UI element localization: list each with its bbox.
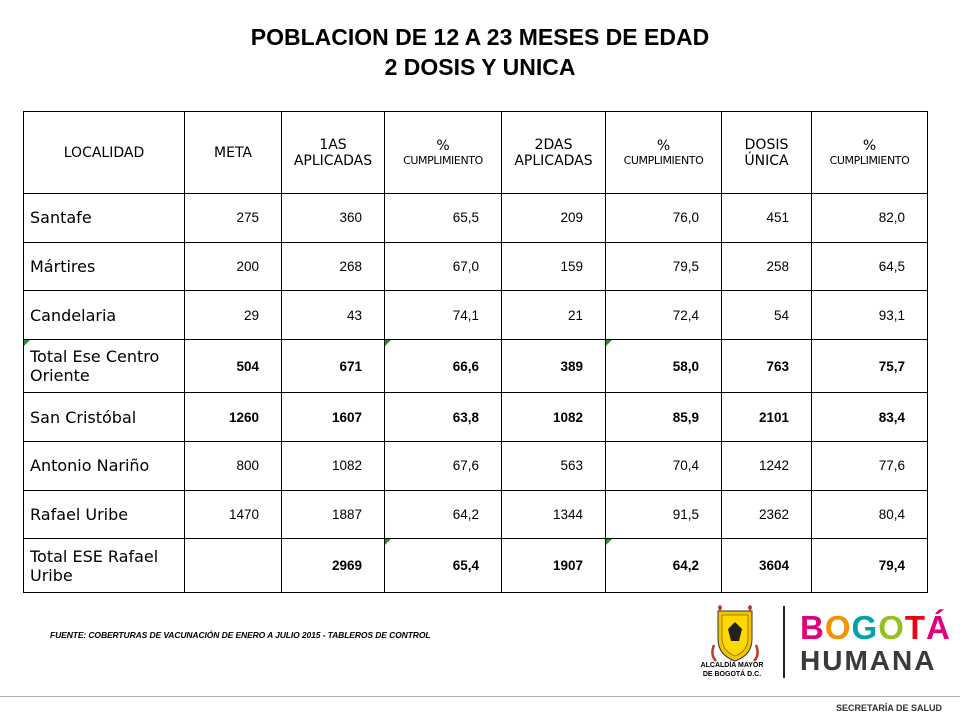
cell-aplicadas-1: 43 [282, 291, 385, 340]
cell-meta: 1260 [185, 393, 282, 442]
footer-divider [0, 696, 960, 697]
cell-pct-1: 65,5 [385, 194, 502, 243]
title-line-1: POBLACION DE 12 A 23 MESES DE EDAD [250, 24, 710, 50]
cell-aplicadas-2: 563 [502, 442, 606, 491]
table-row [24, 442, 928, 491]
header-dosis-unica: DOSIS ÚNICA [722, 112, 812, 194]
cell-pct-1: 67,6 [385, 442, 502, 491]
cell-meta: 504 [185, 339, 282, 393]
cell-aplicadas-1: 1887 [282, 490, 385, 539]
header-meta: META [185, 112, 282, 194]
table-header-row [24, 112, 928, 194]
header-aplicadas-1: 1AS APLICADAS [282, 112, 385, 194]
cell-pct-2: 70,4 [606, 442, 722, 491]
source-note: FUENTE: COBERTURAS DE VACUNACIÓN DE ENERO A JULIO 2015 - TABLEROS DE CONTROL [50, 630, 431, 640]
table-row [24, 393, 928, 442]
cell-pct-2: 91,5 [606, 490, 722, 539]
cell-pct-3: 64,5 [812, 242, 928, 291]
cell-pct-3: 75,7 [812, 339, 928, 393]
cell-pct-1: 64,2 [385, 490, 502, 539]
cell-aplicadas-1: 268 [282, 242, 385, 291]
cell-meta: 275 [185, 194, 282, 243]
cell-localidad: San Cristóbal [24, 393, 185, 442]
cell-localidad: Total Ese Centro Oriente [24, 339, 185, 393]
cell-aplicadas-2: 159 [502, 242, 606, 291]
cell-pct-3: 80,4 [812, 490, 928, 539]
cell-pct-1: 66,6 [385, 339, 502, 393]
cell-aplicadas-1: 360 [282, 194, 385, 243]
header-localidad: LOCALIDAD [24, 112, 185, 194]
page-title [0, 22, 960, 82]
header-aplicadas-2: 2DAS APLICADAS [502, 112, 606, 194]
header-pct-3: % CUMPLIMIENTO [812, 112, 928, 194]
cell-pct-2: 85,9 [606, 393, 722, 442]
cell-meta [185, 539, 282, 593]
cell-pct-3: 79,4 [812, 539, 928, 593]
cell-pct-3: 82,0 [812, 194, 928, 243]
cell-meta: 800 [185, 442, 282, 491]
cell-pct-2: 79,5 [606, 242, 722, 291]
cell-dosis-unica: 258 [722, 242, 812, 291]
cell-pct-3: 77,6 [812, 442, 928, 491]
cell-dosis-unica: 763 [722, 339, 812, 393]
header-pct-2: % CUMPLIMIENTO [606, 112, 722, 194]
cell-aplicadas-2: 1907 [502, 539, 606, 593]
cell-pct-2: 58,0 [606, 339, 722, 393]
cell-dosis-unica: 451 [722, 194, 812, 243]
table-row-total [24, 539, 928, 593]
cell-localidad: Santafe [24, 194, 185, 243]
cell-aplicadas-2: 1082 [502, 393, 606, 442]
cell-pct-3: 83,4 [812, 393, 928, 442]
cell-aplicadas-2: 1344 [502, 490, 606, 539]
cell-meta: 1470 [185, 490, 282, 539]
cell-pct-2: 64,2 [606, 539, 722, 593]
footer-label: SECRETARÍA DE SALUD [835, 703, 942, 713]
table-row [24, 291, 928, 340]
table-row [24, 490, 928, 539]
brand-logo-line-2: HUMANA [800, 645, 937, 676]
cell-aplicadas-2: 209 [502, 194, 606, 243]
crest-caption: ALCALDÍA MAYOR DE BOGOTÁ D.C. [700, 662, 764, 678]
cell-aplicadas-2: 21 [502, 291, 606, 340]
cell-pct-1: 63,8 [385, 393, 502, 442]
cell-localidad: Total ESE Rafael Uribe [24, 539, 185, 593]
cell-aplicadas-1: 1082 [282, 442, 385, 491]
brand-logo-line-1: BOGOTÁ [800, 609, 951, 646]
cell-meta: 29 [185, 291, 282, 340]
table-row [24, 242, 928, 291]
cell-dosis-unica: 2362 [722, 490, 812, 539]
cell-pct-2: 76,0 [606, 194, 722, 243]
logo-divider [783, 606, 785, 678]
cell-pct-2: 72,4 [606, 291, 722, 340]
header-pct-1: % CUMPLIMIENTO [385, 112, 502, 194]
cell-aplicadas-1: 2969 [282, 539, 385, 593]
cell-pct-1: 65,4 [385, 539, 502, 593]
cell-pct-3: 93,1 [812, 291, 928, 340]
cell-aplicadas-1: 671 [282, 339, 385, 393]
cell-aplicadas-1: 1607 [282, 393, 385, 442]
cell-pct-1: 74,1 [385, 291, 502, 340]
cell-localidad: Candelaria [24, 291, 185, 340]
cell-localidad: Rafael Uribe [24, 490, 185, 539]
cell-localidad: Antonio Nariño [24, 442, 185, 491]
coverage-table [23, 111, 928, 593]
cell-dosis-unica: 1242 [722, 442, 812, 491]
cell-dosis-unica: 54 [722, 291, 812, 340]
cell-dosis-unica: 2101 [722, 393, 812, 442]
title-line-2: 2 DOSIS Y UNICA [384, 54, 576, 80]
table-row-total [24, 339, 928, 393]
cell-aplicadas-2: 389 [502, 339, 606, 393]
cell-meta: 200 [185, 242, 282, 291]
cell-pct-1: 67,0 [385, 242, 502, 291]
cell-localidad: Mártires [24, 242, 185, 291]
cell-dosis-unica: 3604 [722, 539, 812, 593]
table-row [24, 194, 928, 243]
